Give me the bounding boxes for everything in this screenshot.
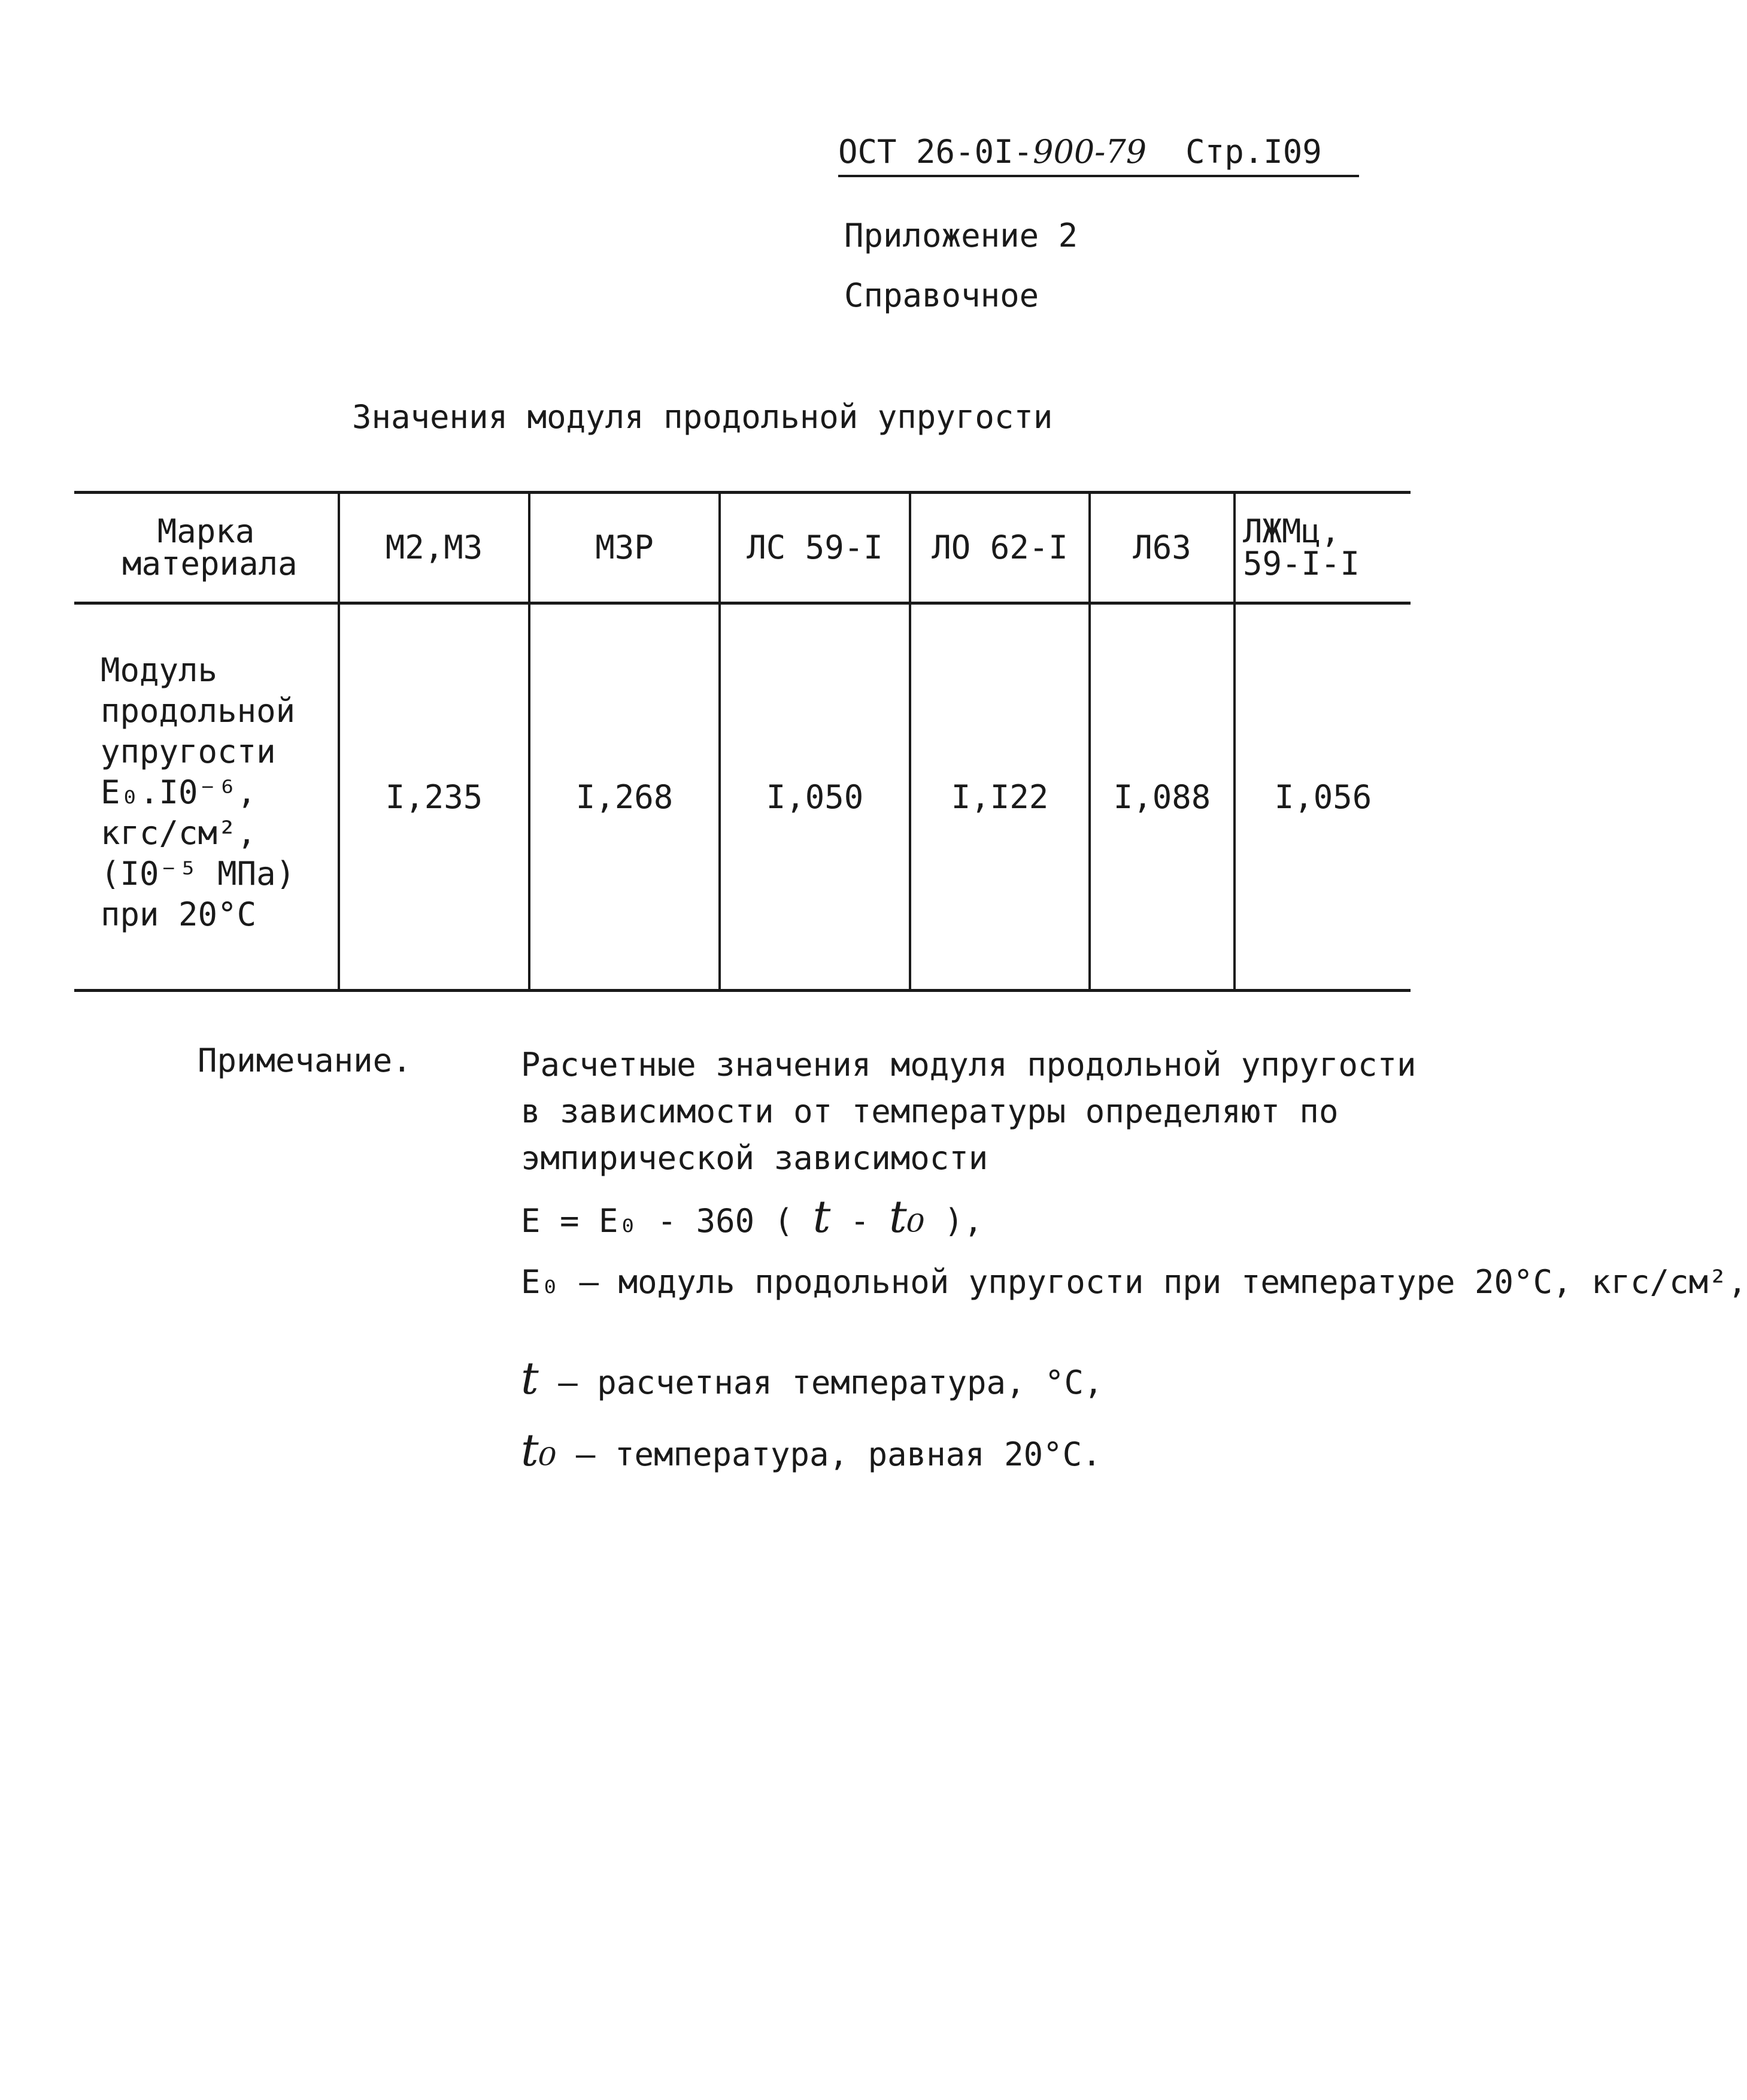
material-header: М3Р — [529, 493, 720, 603]
modulus-value: I,056 — [1235, 603, 1411, 991]
formula-tail: ), — [924, 1202, 983, 1240]
appendix-label: Приложение 2 — [844, 217, 1078, 254]
formula-lhs: E = E₀ - 360 ( — [521, 1202, 813, 1240]
formula-t0: t₀ — [888, 1191, 925, 1243]
modulus-value: I,235 — [339, 603, 529, 991]
legend-item — [521, 1425, 1102, 1476]
legend-symbol: E₀ — [521, 1263, 560, 1301]
material-header: ЛС 59-I — [720, 493, 910, 603]
page-label: Стр. — [1185, 133, 1264, 171]
material-header: М2,М3 — [339, 493, 529, 603]
modulus-value: I,088 — [1090, 603, 1235, 991]
standard-number: 900-79 — [1033, 133, 1147, 171]
table-row — [74, 603, 1411, 991]
row-header-line: при 20°C — [101, 896, 257, 933]
column-header-text: Марка материала — [122, 512, 298, 582]
material-header-text: ЛЖМц, 59-I-I — [1243, 512, 1360, 582]
row-header-line: Модуль — [101, 651, 218, 689]
material-header: Л63 — [1090, 493, 1235, 603]
material-header: ЛО 62-I — [910, 493, 1090, 603]
formula — [521, 1191, 983, 1243]
formula-minus: - — [830, 1202, 889, 1240]
note-label: Примечание. — [198, 1042, 412, 1079]
row-header-line: продольной — [101, 692, 296, 730]
table-header-row — [74, 493, 1411, 603]
modulus-value: I,268 — [529, 603, 720, 991]
legend-symbol: t — [521, 1353, 539, 1404]
row-header-modulus — [74, 603, 339, 991]
note-body: Расчетные значения модуля продольной упругости в зависимости от температуры определяют по эмпирической зависимости — [521, 1046, 1417, 1177]
row-header-line: упругости — [101, 733, 276, 770]
elastic-modulus-table — [74, 491, 1411, 992]
legend-symbol: t₀ — [521, 1425, 557, 1476]
page-number: I09 — [1263, 133, 1322, 171]
legend-text: – модуль продольной упругости при температуре 20°C, кгс/см², — [560, 1263, 1747, 1301]
standard-designation — [838, 133, 1377, 171]
legend-item — [521, 1353, 1103, 1404]
column-header-material — [74, 493, 339, 603]
modulus-value: I,050 — [720, 603, 910, 991]
row-header-line: кгс/см², — [101, 814, 257, 852]
row-header-line: (I0⁻⁵ МПа) — [101, 855, 296, 893]
legend-text: – расчетная температура, °C, — [538, 1364, 1103, 1401]
standard-prefix: ОСТ 26-0I- — [838, 133, 1033, 171]
table-title: Значения модуля продольной упругости — [352, 398, 1053, 436]
legend-item — [521, 1263, 1747, 1301]
row-header-line: E₀.I0⁻⁶, — [101, 773, 257, 811]
formula-t: t — [812, 1191, 831, 1243]
material-header — [1235, 493, 1411, 603]
legend-text: – температура, равная 20°C. — [556, 1436, 1102, 1473]
modulus-value: I,I22 — [910, 603, 1090, 991]
header-underline — [838, 175, 1359, 177]
appendix-type: Справочное — [844, 277, 1039, 314]
